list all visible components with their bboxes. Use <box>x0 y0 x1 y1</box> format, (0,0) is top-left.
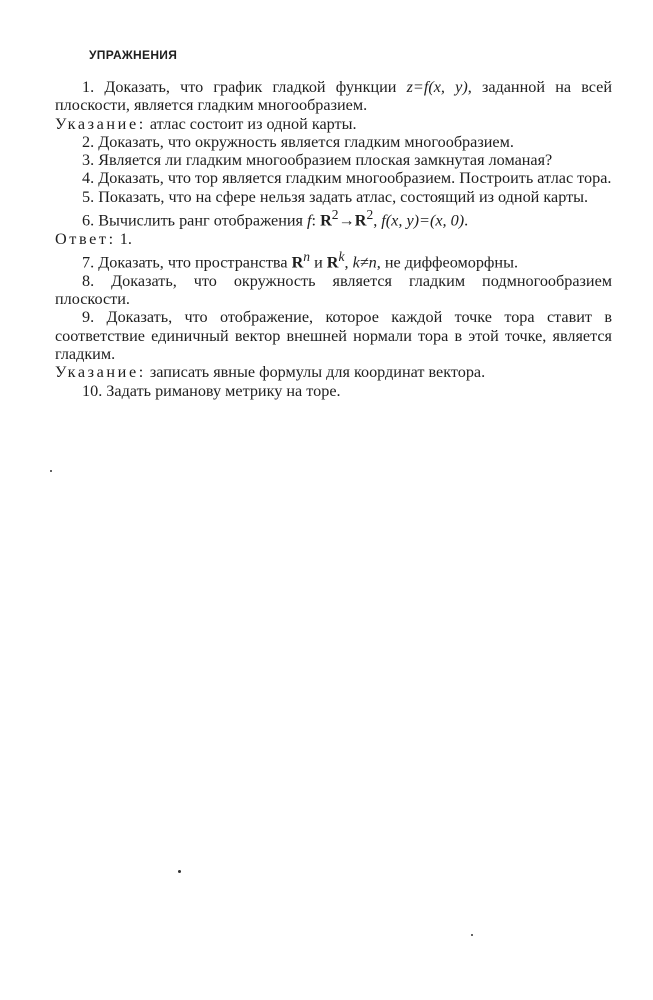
exercise-text: , не диффеоморфны. <box>376 253 518 272</box>
exercise-text: , заданной на всей плоскости, является гладким многообразием. <box>55 78 612 115</box>
exercise-number: 5. <box>82 187 95 206</box>
exercise-number: 8. <box>82 271 95 290</box>
answer-label: Ответ: <box>55 229 116 248</box>
exercise-number: 2. <box>82 132 95 151</box>
exercise-number: 3. <box>82 151 95 170</box>
math-superscript: k <box>338 249 345 265</box>
exercise-text: Вычислить ранг отображения <box>98 211 308 230</box>
math-colon: : <box>311 211 321 230</box>
hint-text: записать явные формулы для координат вектора. <box>145 363 486 382</box>
scan-speck <box>50 470 52 472</box>
scan-speck <box>471 934 473 936</box>
exercise-text: Задать риманову метрику на торе. <box>106 381 341 400</box>
exercise-10 <box>55 382 612 400</box>
exercise-5 <box>55 188 612 206</box>
exercise-text: Доказать, что тор является гладким многообразием. Построить атлас тора. <box>98 169 612 188</box>
math-symbol: f <box>307 211 312 230</box>
hint-9 <box>55 363 612 381</box>
math-superscript: n <box>303 249 311 265</box>
section-heading: УПРАЖНЕНИЯ <box>89 48 178 62</box>
math-condition: k≠n <box>352 253 377 272</box>
exercise-number: 7. <box>82 253 95 272</box>
math-superscript: 2 <box>366 207 374 223</box>
exercise-number: 4. <box>82 169 95 188</box>
exercise-number: 6. <box>82 211 95 230</box>
exercise-1 <box>55 78 612 115</box>
exercise-text: Показать, что на сфере нельзя задать атлас, состоящий из одной карты. <box>98 187 589 206</box>
exercise-9 <box>55 308 612 363</box>
exercise-number: 9. <box>82 308 95 327</box>
scan-speck <box>178 870 181 873</box>
hint-label: Указание: <box>55 363 146 382</box>
math-separator: , <box>373 211 382 230</box>
answer-6 <box>55 230 612 248</box>
hint-label: Указание: <box>55 114 146 133</box>
math-space-symbol: R <box>326 253 339 272</box>
math-space-symbol: R <box>320 211 332 230</box>
exercise-7 <box>55 248 612 272</box>
math-separator: , <box>344 253 353 272</box>
math-space-symbol: R <box>354 211 367 230</box>
exercise-text: Доказать, что пространства <box>98 253 292 272</box>
exercise-number: 1. <box>82 78 95 96</box>
exercise-text: Доказать, что окружность является гладким многообразием. <box>98 132 514 151</box>
hint-1 <box>55 115 612 133</box>
exercise-4 <box>55 169 612 187</box>
exercise-3 <box>55 151 612 169</box>
exercise-number: 10. <box>82 381 103 400</box>
exercise-text: Доказать, что отображение, которое каждой точке тора ставит в соответствие единичный вектор внешней нормали тора в этой точке, является гладким. <box>55 308 612 363</box>
exercise-text: и <box>310 253 327 272</box>
exercise-6 <box>55 206 612 230</box>
math-space-symbol: R <box>291 253 304 272</box>
exercise-8 <box>55 272 612 309</box>
exercise-text: Доказать, что график гладкой функции <box>104 78 407 96</box>
exercise-2 <box>55 133 612 151</box>
math-arrow: → <box>338 211 355 230</box>
math-formula: z=f(x, y) <box>406 78 468 96</box>
math-superscript: 2 <box>331 207 339 223</box>
exercise-text: Является ли гладким многообразием плоская замкнутая ломаная? <box>98 151 553 170</box>
hint-text: атлас состоит из одной карты. <box>145 114 357 133</box>
exercise-list <box>55 78 612 400</box>
answer-text: 1. <box>115 229 132 248</box>
math-formula: f(x, y)=(x, 0) <box>381 211 465 230</box>
math-end: . <box>464 211 469 230</box>
exercise-text: Доказать, что окружность является гладким подмногообразием плоскости. <box>55 271 613 309</box>
